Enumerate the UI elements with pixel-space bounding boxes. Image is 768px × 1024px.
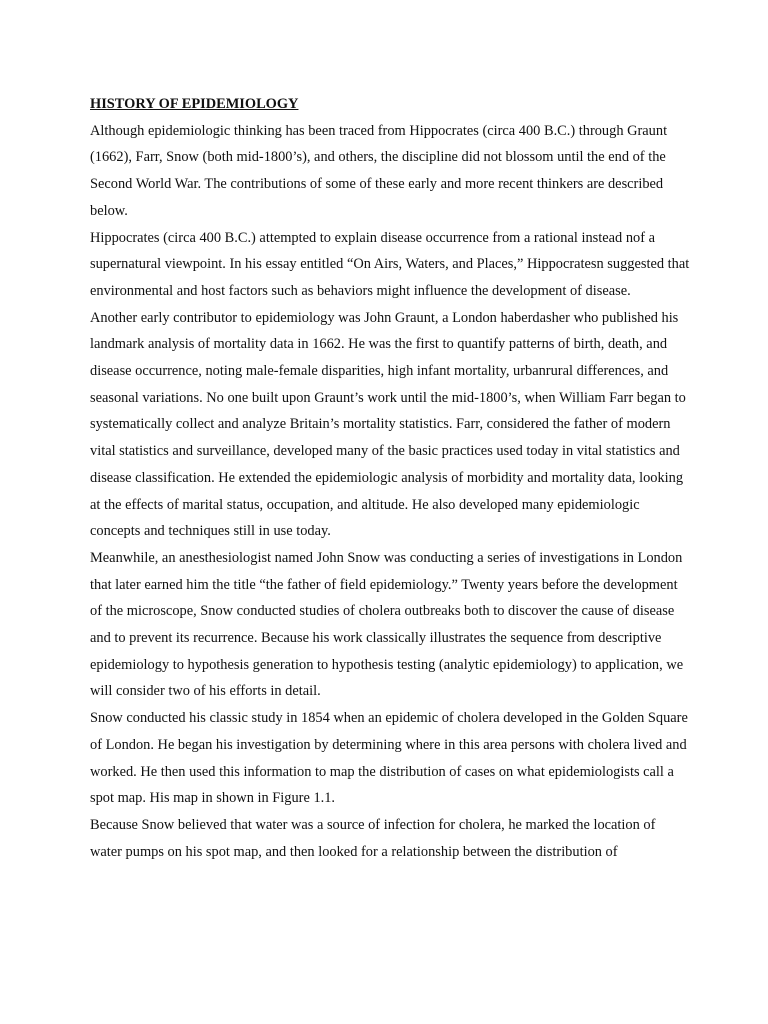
document-title: HISTORY OF EPIDEMIOLOGY: [90, 96, 299, 112]
paragraph-intro: Although epidemiologic thinking has been traced from Hippocrates (circa 400 B.C.) through Graunt (1662), Farr, Snow (both mid-1800’s), and others, the discipline did not blossom until the end of the Second World War. The contributions of some of these early and more recent thinkers are described below.: [90, 122, 668, 219]
document-body: [90, 91, 690, 865]
paragraph-graunt-farr: Another early contributor to epidemiology was John Graunt, a London haberdasher who published his landmark analysis of mortality data in 1662. He was the first to quantify patterns of birth, death, and disease occurrence, noting male-female disparities, high infant mortality, urbanrural differences, and seasonal variations. No one built upon Graunt’s work until the mid-1800’s, when William Farr began to systematically collect and analyze Britain’s mortality statistics. Farr, considered the father of modern vital statistics and surveillance, developed many of the basic practices used today in vital statistics and disease classification. He extended the epidemiologic analysis of morbidity and mortality data, looking at the effects of marital status, occupation, and altitude. He also developed many epidemiologic concepts and techniques still in use today.: [90, 309, 686, 540]
paragraph-snow: Meanwhile, an anesthesiologist named John Snow was conducting a series of investigations in London that later earned him the title “the father of field epidemiology.” Twenty years before the development of the microscope, Snow conducted studies of cholera outbreaks both to discover the cause of disease and to prevent its recurrence. Because his work classically illustrates the sequence from descriptive epidemiology to hypothesis generation to hypothesis testing (analytic epidemiology) to application, we will consider two of his efforts in detail.: [90, 549, 684, 700]
paragraph-hippocrates: Hippocrates (circa 400 B.C.) attempted to explain disease occurrence from a rational instead nof a supernatural viewpoint. In his essay entitled “On Airs, Waters, and Places,” Hippocratesn suggested that environmental and host factors such as behaviors might influence the development of disease.: [90, 229, 690, 299]
paragraph-snow-study: Snow conducted his classic study in 1854 when an epidemic of cholera developed in the Golden Square of London. He began his investigation by determining where in this area persons with cholera lived and worked. He then used this information to map the distribution of cases on what epidemiologists call a spot map. His map in shown in Figure 1.1.: [90, 710, 688, 807]
paragraph-water-pumps: Because Snow believed that water was a source of infection for cholera, he marked the location of water pumps on his spot map, and then looked for a relationship between the distribution of: [90, 816, 656, 860]
